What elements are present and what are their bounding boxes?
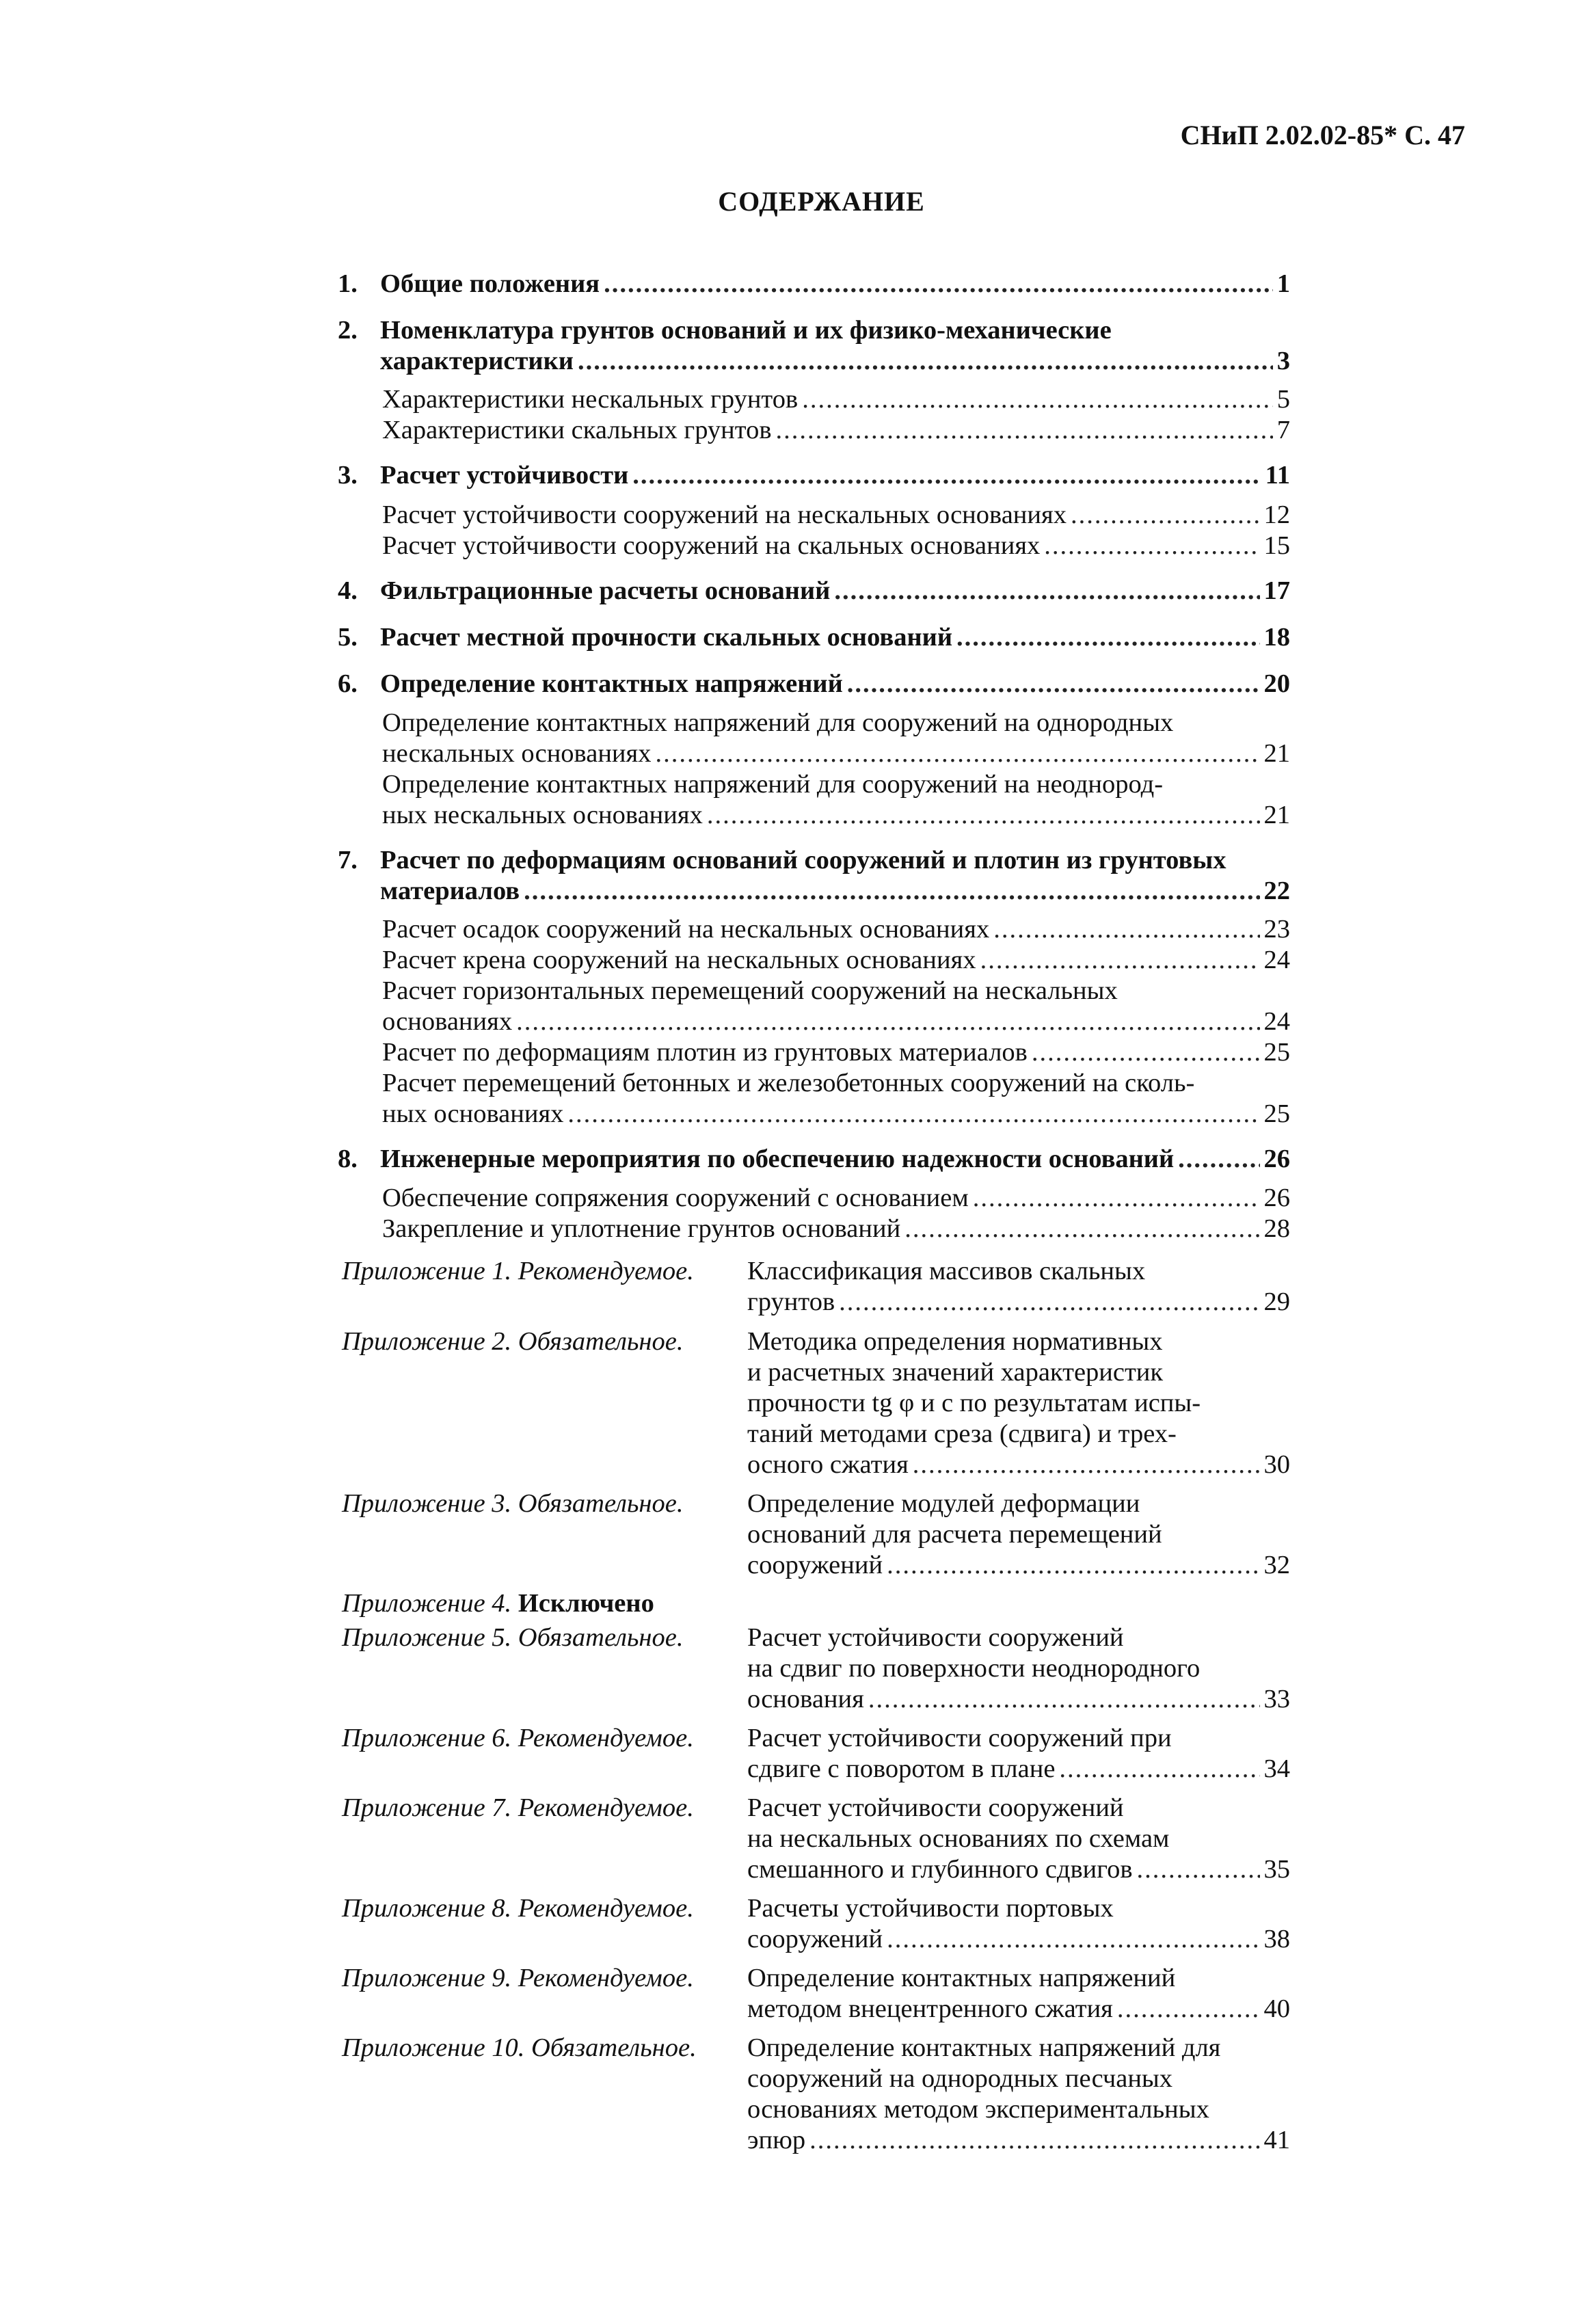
toc-subentry-title: Расчет перемещений бетонных и железобетонных сооружений на сколь- <box>382 1069 1195 1097</box>
dot-leader <box>1032 1037 1260 1068</box>
toc-entry <box>380 346 1290 377</box>
dot-leader <box>887 1550 1259 1581</box>
dot-leader <box>913 1450 1260 1480</box>
section-number: 4. <box>338 576 358 605</box>
appendix-label: Приложение 9. Рекомендуемое. <box>342 1964 694 1992</box>
toc-entry-title: Номенклатура грунтов оснований и их физико-механические <box>380 316 1112 345</box>
appendix-label-italic: Приложение 4. <box>342 1589 512 1618</box>
appendix-title: Определение контактных напряжений <box>747 1964 1176 1992</box>
toc-subentry <box>382 1037 1290 1068</box>
section-number: 6. <box>338 669 358 698</box>
toc-entry-page: 18 <box>1263 623 1290 652</box>
toc-entry-title: характеристики <box>380 347 574 375</box>
appendix-entry <box>747 1754 1290 1785</box>
toc-subentry-page: 25 <box>1263 1099 1290 1128</box>
appendix-title: на нескальных основаниях по схемам <box>747 1824 1170 1853</box>
appendix-title: грунтов <box>747 1287 835 1316</box>
appendix-entry <box>747 1550 1290 1581</box>
toc-entry-page: 20 <box>1263 669 1290 698</box>
toc-entry <box>380 269 1290 299</box>
appendix-title: Определение модулей деформации <box>747 1489 1140 1518</box>
appendix-label <box>342 1588 654 1619</box>
toc-entry-title: Расчет по деформациям оснований сооружений и плотин из грунтовых <box>380 846 1227 874</box>
toc-subentry-page: 25 <box>1263 1038 1290 1067</box>
dot-leader <box>1044 531 1259 561</box>
appendix-title: Расчеты устойчивости портовых <box>747 1894 1114 1923</box>
appendix-title: эпюр <box>747 2126 806 2154</box>
toc-entry <box>380 1144 1290 1175</box>
appendix-excluded: Исключено <box>518 1589 654 1618</box>
toc-entry-title: Фильтрационные расчеты оснований <box>380 576 831 605</box>
appendix-label: Приложение 1. Рекомендуемое. <box>342 1257 694 1285</box>
appendix-title: Методика определения нормативных <box>747 1327 1163 1356</box>
toc-subentry-title: Закрепление и уплотнение грунтов оснований <box>382 1214 901 1243</box>
dot-leader <box>1178 1144 1259 1175</box>
toc-subentry-title: Расчет по деформациям плотин из грунтовых материалов <box>382 1038 1028 1067</box>
toc-subentry-page: 21 <box>1263 801 1290 829</box>
dot-leader <box>839 1287 1259 1318</box>
dot-leader <box>887 1924 1259 1955</box>
toc-entry-page: 1 <box>1276 269 1290 298</box>
toc-entry-title: Определение контактных напряжений <box>380 669 843 698</box>
appendix-title: основания <box>747 1685 864 1713</box>
toc-entry <box>380 622 1290 653</box>
appendix-page: 29 <box>1263 1287 1290 1316</box>
appendix-entry <box>747 1994 1290 2025</box>
appendix-page: 35 <box>1263 1855 1290 1884</box>
appendix-title: оснований для расчета перемещений <box>747 1520 1162 1549</box>
toc-subentry <box>382 1099 1290 1130</box>
appendix-title: осного сжатия <box>747 1450 909 1479</box>
toc-entry <box>380 460 1290 491</box>
toc-subentry-page: 12 <box>1263 500 1290 529</box>
toc-subentry-title: Обеспечение сопряжения сооружений с основанием <box>382 1184 969 1212</box>
toc-entry <box>380 669 1290 699</box>
appendix-title: сооружений <box>747 1551 883 1579</box>
appendix-page: 41 <box>1263 2126 1290 2154</box>
toc-subentry-page: 15 <box>1263 531 1290 560</box>
appendix-label: Приложение 5. Обязательное. <box>342 1623 684 1652</box>
section-number: 1. <box>338 269 358 298</box>
toc-entry <box>380 576 1290 606</box>
toc-subentry-page: 24 <box>1263 946 1290 974</box>
appendix-title: основаниях методом экспериментальных <box>747 2095 1209 2124</box>
section-number: 7. <box>338 846 358 874</box>
toc-subentry-title: Расчет крена сооружений на нескальных основаниях <box>382 946 976 974</box>
appendix-label: Приложение 8. Рекомендуемое. <box>342 1894 694 1923</box>
dot-leader <box>993 914 1259 945</box>
toc-entry-page: 17 <box>1263 576 1290 605</box>
appendix-title: Определение контактных напряжений для <box>747 2033 1221 2062</box>
appendix-page: 34 <box>1263 1754 1290 1783</box>
dot-leader <box>516 1006 1259 1037</box>
appendix-page: 33 <box>1263 1685 1290 1713</box>
dot-leader <box>809 2125 1259 2156</box>
toc-subentry-page: 26 <box>1263 1184 1290 1212</box>
toc-subentry-title: Определение контактных напряжений для сооружений на неоднород- <box>382 770 1164 799</box>
toc-entry-title: материалов <box>380 877 520 905</box>
toc-subentry <box>382 738 1290 769</box>
dot-leader <box>524 876 1259 907</box>
toc-entry-title: Расчет местной прочности скальных оснований <box>380 623 952 652</box>
appendix-title: Расчет устойчивости сооружений <box>747 1623 1124 1652</box>
dot-leader <box>567 1099 1259 1130</box>
toc-entry-page: 3 <box>1276 347 1290 375</box>
section-number: 2. <box>338 316 358 345</box>
appendix-title: Расчет устойчивости сооружений при <box>747 1724 1172 1752</box>
toc-subentry-title: нескальных основаниях <box>382 739 652 768</box>
appendix-entry <box>747 1684 1290 1715</box>
appendix-title: сооружений <box>747 1925 883 1953</box>
dot-leader <box>904 1214 1259 1244</box>
appendix-entry <box>747 1450 1290 1480</box>
section-number: 8. <box>338 1145 358 1173</box>
toc-subentry-title: Расчет осадок сооружений на нескальных основаниях <box>382 915 990 944</box>
dot-leader <box>578 346 1273 377</box>
section-number: 5. <box>338 623 358 652</box>
toc-subentry-title: Характеристики скальных грунтов <box>382 416 772 444</box>
dot-leader <box>707 800 1260 831</box>
appendix-label: Приложение 10. Обязательное. <box>342 2033 697 2062</box>
toc-subentry <box>382 800 1290 831</box>
dot-leader <box>956 622 1260 653</box>
toc-entry-page: 22 <box>1263 877 1290 905</box>
dot-leader <box>655 738 1259 769</box>
appendix-label: Приложение 6. Рекомендуемое. <box>342 1724 694 1752</box>
toc-entry-title: Инженерные мероприятия по обеспечению надежности оснований <box>380 1145 1175 1173</box>
dot-leader <box>980 945 1260 976</box>
toc-subentry <box>382 1183 1290 1214</box>
toc-subentry <box>382 500 1290 531</box>
toc-subentry <box>382 1214 1290 1244</box>
toc-entry-title: Расчет устойчивости <box>380 461 629 490</box>
toc-entry <box>380 876 1290 907</box>
dot-leader <box>776 415 1273 446</box>
toc-subentry-title: Расчет устойчивости сооружений на нескальных основаниях <box>382 500 1067 529</box>
toc-subentry-title: Характеристики нескальных грунтов <box>382 385 799 414</box>
toc-subentry <box>382 914 1290 945</box>
dot-leader <box>1137 1854 1260 1885</box>
toc-entry-page: 26 <box>1263 1145 1290 1173</box>
dot-leader <box>1071 500 1260 531</box>
appendix-label: Приложение 2. Обязательное. <box>342 1327 684 1356</box>
toc-title: СОДЕРЖАНИЕ <box>718 186 925 217</box>
appendix-entry <box>747 2125 1290 2156</box>
appendix-title: Расчет устойчивости сооружений <box>747 1793 1124 1822</box>
toc-subentry-page: 28 <box>1263 1214 1290 1243</box>
toc-subentry <box>382 384 1290 415</box>
section-number: 3. <box>338 461 358 490</box>
toc-subentry-page: 7 <box>1276 416 1290 444</box>
appendix-title: и расчетных значений характеристик <box>747 1358 1164 1387</box>
appendix-page: 30 <box>1263 1450 1290 1479</box>
toc-subentry-title: ных основаниях <box>382 1099 564 1128</box>
toc-subentry <box>382 945 1290 976</box>
toc-entry-title: Общие положения <box>380 269 600 298</box>
appendix-title: сооружений на однородных песчаных <box>747 2064 1173 2093</box>
toc-subentry-title: Определение контактных напряжений для сооружений на однородных <box>382 708 1174 737</box>
appendix-entry <box>747 1854 1290 1885</box>
dot-leader <box>973 1183 1260 1214</box>
toc-subentry-title: Расчет устойчивости сооружений на скальных основаниях <box>382 531 1041 560</box>
dot-leader <box>1059 1754 1259 1785</box>
page-header: СНиП 2.02.02-85* С. 47 <box>1180 120 1465 150</box>
toc-subentry-page: 24 <box>1263 1007 1290 1036</box>
appendix-title: методом внецентренного сжатия <box>747 1994 1113 2023</box>
toc-subentry-title: Расчет горизонтальных перемещений сооружений на нескальных <box>382 976 1118 1005</box>
dot-leader <box>802 384 1273 415</box>
appendix-title: таний методами среза (сдвига) и трех- <box>747 1419 1177 1448</box>
toc-subentry <box>382 531 1290 561</box>
appendix-title: прочности tg φ и c по результатам испы- <box>747 1389 1201 1417</box>
appendix-page: 32 <box>1263 1551 1290 1579</box>
appendix-title: на сдвиг по поверхности неоднородного <box>747 1654 1201 1683</box>
appendix-page: 38 <box>1263 1925 1290 1953</box>
toc-entry-page: 11 <box>1265 461 1290 490</box>
appendix-label: Приложение 3. Обязательное. <box>342 1489 684 1518</box>
toc-subentry-page: 5 <box>1276 385 1290 414</box>
appendix-label: Приложение 7. Рекомендуемое. <box>342 1793 694 1822</box>
toc-subentry <box>382 1006 1290 1037</box>
appendix-entry <box>747 1287 1290 1318</box>
dot-leader <box>847 669 1260 699</box>
toc-subentry-title: ных нескальных основаниях <box>382 801 703 829</box>
appendix-title: смешанного и глубинного сдвигов <box>747 1855 1133 1884</box>
dot-leader <box>632 460 1261 491</box>
appendix-title: сдвиге с поворотом в плане <box>747 1754 1056 1783</box>
toc-subentry <box>382 415 1290 446</box>
toc-subentry-title: основаниях <box>382 1007 513 1036</box>
toc-subentry-page: 23 <box>1263 915 1290 944</box>
appendix-entry <box>747 1924 1290 1955</box>
appendix-page: 40 <box>1263 1994 1290 2023</box>
dot-leader <box>868 1684 1260 1715</box>
appendix-title: Классификация массивов скальных <box>747 1257 1146 1285</box>
dot-leader <box>1117 1994 1260 2025</box>
dot-leader <box>604 269 1273 299</box>
toc-subentry-page: 21 <box>1263 739 1290 768</box>
dot-leader <box>834 576 1259 606</box>
